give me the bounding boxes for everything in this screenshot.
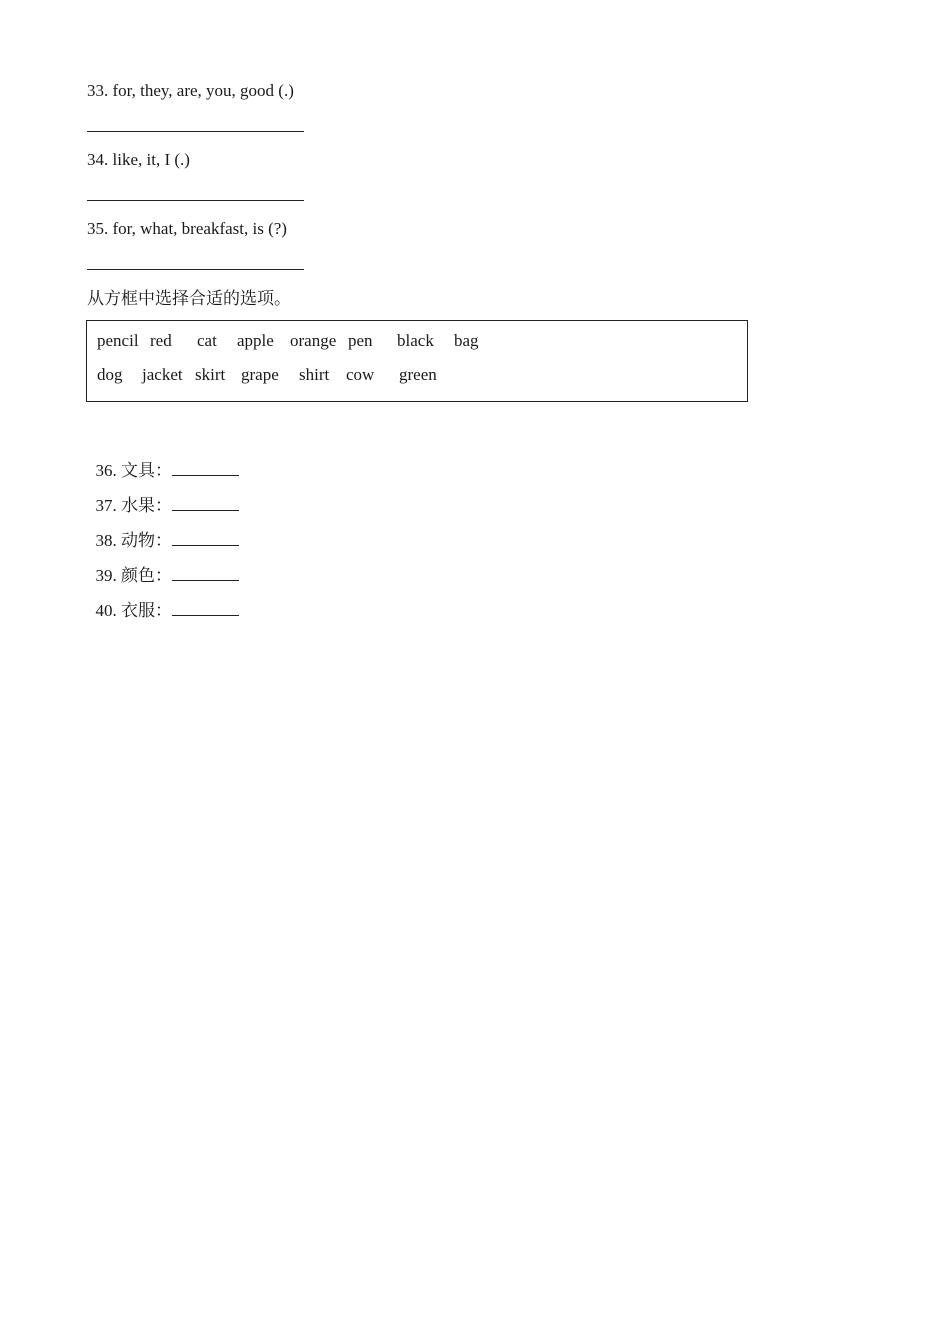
answer-blank-39[interactable] [172, 566, 239, 581]
question-number: 37. [95, 496, 117, 515]
question-number: 38. [95, 531, 117, 550]
word-bank-item: dog [97, 365, 123, 384]
question-34-text: 34. like, it, I (.) [87, 150, 190, 169]
question-number: 40. [95, 601, 117, 620]
answer-blank-38[interactable] [172, 531, 239, 546]
word-bank-item: black [397, 331, 434, 350]
category-label: 文具： [121, 461, 172, 480]
category-question-39 [87, 546, 239, 586]
category-label: 水果： [121, 496, 172, 515]
word-bank-item: skirt [195, 365, 226, 384]
word-bank-item: pencil [97, 331, 139, 350]
word-bank-item: cat [197, 331, 217, 350]
word-bank-box [86, 320, 748, 402]
word-bank-item: orange [290, 331, 337, 350]
word-bank-item: apple [237, 331, 274, 350]
section-instruction: 从方框中选择合适的选项。 [87, 289, 291, 308]
question-number: 36. [95, 461, 117, 480]
category-label: 衣服： [121, 601, 172, 620]
word-bank-item: grape [241, 365, 279, 384]
word-bank-item: green [399, 365, 437, 384]
word-bank-item: jacket [142, 365, 183, 384]
word-bank-item: red [150, 331, 172, 350]
category-question-37 [87, 476, 239, 516]
category-question-38 [87, 511, 239, 551]
word-bank-item: pen [348, 331, 373, 350]
question-number: 39. [95, 566, 117, 585]
question-33-text: 33. for, they, are, you, good (.) [87, 81, 294, 100]
answer-line-33[interactable] [87, 131, 304, 132]
answer-blank-40[interactable] [172, 601, 239, 616]
word-bank-item: shirt [299, 365, 330, 384]
question-35-text: 35. for, what, breakfast, is (?) [87, 219, 287, 238]
category-label: 颜色： [121, 566, 172, 585]
answer-blank-36[interactable] [172, 461, 239, 476]
answer-blank-37[interactable] [172, 496, 239, 511]
word-bank-item: cow [346, 365, 375, 384]
category-label: 动物： [121, 531, 172, 550]
answer-line-34[interactable] [87, 200, 304, 201]
category-question-40 [87, 581, 239, 621]
word-bank-item: bag [454, 331, 479, 350]
answer-line-35[interactable] [87, 269, 304, 270]
category-question-36 [87, 441, 239, 481]
